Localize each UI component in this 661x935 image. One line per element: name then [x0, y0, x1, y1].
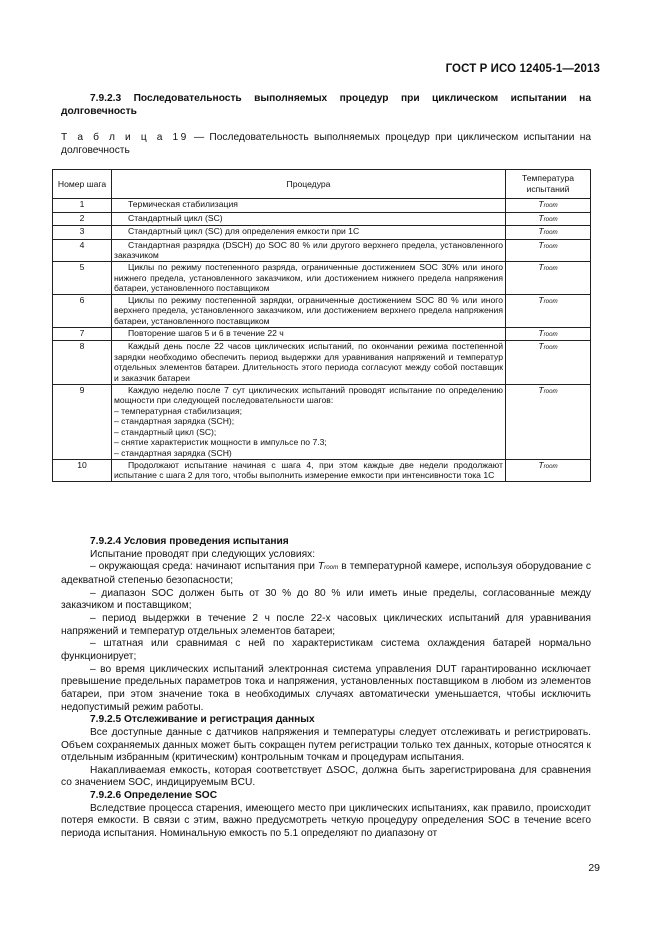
troom-main: T	[538, 199, 544, 209]
table-row	[53, 294, 591, 327]
page-number: 29	[588, 862, 600, 874]
col-header-temperature: Температура испытаний	[506, 170, 591, 199]
procedure-line: Термическая стабилизация	[128, 199, 238, 209]
procedure-line: Стандартный цикл (SC) для определения емкости при 1C	[128, 226, 360, 237]
procedure-text	[112, 212, 506, 226]
procedure-line: Продолжают испытание начиная с шага 4, при этом каждые две недели продолжают испытание с шага 2 для того, чтобы выполнить измерение емкости при интенсивности тока 1C	[114, 459, 503, 481]
troom-main: T	[538, 294, 544, 305]
test-temperature	[506, 341, 591, 384]
test-temperature	[506, 384, 591, 459]
paragraph: Все доступные данные с датчиков напряжения и температуры следует отслеживать и регистрировать. Объем сохраняемых данных может быть сокращен путем регистрации только тех данных, которые относятся к отдельным избранным (критическим) контрольным точкам и процедурам испытания.	[61, 726, 591, 764]
table-row	[53, 341, 591, 384]
paragraph: Вследствие процесса старения, имеющего место при циклических испытаниях, как правило, происходит потеря емкости. В связи с этим, важно предусмотреть четкую процедуру определения SOC в течение всего периода испытания. Номинальную емкость по 5.1 определяют по диапазону от	[61, 802, 591, 840]
troom-symbol	[318, 561, 338, 572]
troom-main: T	[538, 384, 544, 395]
troom-sub: room	[543, 242, 558, 250]
troom-main: T	[538, 226, 544, 237]
step-number: 5	[53, 261, 112, 294]
table-row	[53, 327, 591, 341]
troom-sub: room	[543, 202, 558, 209]
step-number: 4	[53, 239, 112, 261]
section-title: 7.9.2.3 Последовательность выполняемых процедур при циклическом испытании на долговечность	[61, 93, 591, 117]
troom-sub: room	[543, 330, 558, 338]
troom-sub: room	[324, 564, 339, 572]
procedure-line: – снятие характеристик мощности в импульсе по 7.3;	[114, 437, 327, 448]
procedure-line: – стандартная зарядка (SCH)	[114, 448, 232, 459]
troom-main: T	[317, 561, 325, 573]
table-row	[53, 384, 591, 459]
troom-main: T	[538, 459, 544, 470]
step-number: 3	[53, 226, 112, 240]
troom-sub: room	[543, 264, 558, 272]
test-temperature	[506, 327, 591, 341]
table-caption-prefix: Т а б л и ц а 19	[61, 132, 189, 143]
test-temperature	[506, 199, 591, 213]
table-row	[53, 199, 591, 213]
table-body	[53, 199, 591, 482]
table-row	[53, 261, 591, 294]
document-header: ГОСТ Р ИСО 12405-1—2013	[445, 63, 600, 75]
table-caption-text: — Последовательность выполняемых процедур при циклическом испытании на долговечность	[61, 132, 592, 156]
procedure-line: Каждый день после 22 часов циклических испытаний, по окончании режима постепенной зарядки необходимо обеспечить период выдержки для уравнивания напряжений и температур отдельных элементов батареи. Длительность этого периода согласуют между собой поставщик и заказчик батареи	[114, 341, 503, 383]
troom-sub: room	[543, 462, 558, 470]
col-header-step: Номер шага	[53, 170, 112, 199]
procedure-line: – температурная стабилизация;	[114, 405, 243, 416]
step-number: 10	[53, 459, 112, 481]
procedure-text	[112, 226, 506, 240]
procedure-line: Циклы по режиму постепенной зарядки, ограниченные достижением SOC 80 % или иного верхнего предела, установленного заказчиком, или достижением верхнего предела напряжения батареи, установленного поставщиком	[114, 294, 503, 326]
troom-sub: room	[543, 344, 558, 352]
paragraph: – во время циклических испытаний электронная система управления DUT гарантированно исключает превышение предельных параметров тока и напряжения, установленных поставщиком в любом из элементов батареи, при этом значение тока в необходимых случаях автоматически уменьшается, чтобы исключить недопустимый режим работы.	[61, 663, 591, 713]
table-header-row	[53, 170, 591, 199]
procedure-text	[112, 384, 506, 459]
procedure-text	[112, 341, 506, 384]
test-temperature	[506, 212, 591, 226]
paragraph: Накапливаемая емкость, которая соответствует ΔSOC, должна быть зарегистрирована для сравнения со значением SOC, индицируемым BCU.	[61, 764, 591, 789]
test-temperature	[506, 239, 591, 261]
procedure-text	[112, 261, 506, 294]
procedure-text	[112, 199, 506, 213]
procedure-line: Циклы по режиму постепенного разряда, ограниченные достижением SOC 30% или иного нижнего предела, установленного заказчиком, или достижением нижнего предела напряжения батареи, установленного поставщиком	[114, 261, 503, 294]
text-fragment: в температурной камере, используя оборудование с адекватной степенью безопасности;	[61, 561, 591, 586]
troom-sub: room	[543, 215, 558, 223]
test-temperature	[506, 294, 591, 327]
test-temperature	[506, 261, 591, 294]
table-row	[53, 459, 591, 481]
troom-sub: room	[543, 387, 558, 395]
troom-main: T	[538, 327, 544, 338]
heading-test-conditions: 7.9.2.4 Условия проведения испытания	[90, 536, 289, 547]
step-number: 2	[53, 212, 112, 226]
table-row	[53, 239, 591, 261]
troom-sub: room	[543, 297, 558, 305]
text-fragment: – окружающая среда: начинают испытания при	[90, 561, 318, 573]
step-number: 1	[53, 199, 112, 213]
step-number: 9	[53, 384, 112, 459]
paragraph: – период выдержки в течение 2 ч после 22-х часовых циклических испытаний для уравнивания напряжений и температур отдельных элементов батареи;	[61, 612, 591, 637]
table-row	[53, 226, 591, 240]
procedure-line: Стандартная разрядка (DSCH) до SOC 80 % или другого верхнего предела, установленного заказчиком	[114, 239, 503, 261]
col-header-procedure: Процедура	[112, 170, 506, 199]
troom-main: T	[538, 239, 544, 250]
troom-sub: room	[543, 229, 558, 237]
procedure-line: – стандартная зарядка (SCH);	[114, 416, 235, 427]
procedure-line: Стандартный цикл (SC)	[128, 212, 223, 223]
procedure-table	[52, 169, 591, 482]
heading-soc-determination: 7.9.2.6 Определение SOC	[90, 790, 218, 802]
paragraph-environment	[61, 561, 591, 587]
step-number: 6	[53, 294, 112, 327]
procedure-text	[112, 459, 506, 481]
procedure-text	[112, 294, 506, 327]
step-number: 8	[53, 341, 112, 384]
body-text	[61, 536, 591, 841]
procedure-text	[112, 239, 506, 261]
paragraph: – диапазон SOC должен быть от 30 % до 80 % или иметь иные пределы, согласованные между заказчиком и поставщиком;	[61, 587, 591, 612]
procedure-line: – стандартный цикл (SC);	[114, 426, 217, 437]
paragraph: Испытание проводят при следующих условиях:	[90, 548, 316, 560]
paragraph: – штатная или сравнимая с ней по характеристикам система охлаждения батарей нормально функционирует;	[61, 638, 591, 662]
troom-main: T	[538, 212, 544, 223]
procedure-line: Каждую неделю после 7 сут циклических испытаний проводят испытание по определению мощности при следующей последовательности шагов:	[114, 384, 503, 406]
heading-data-logging: 7.9.2.5 Отслеживание и регистрация данных	[90, 714, 315, 726]
test-temperature	[506, 459, 591, 481]
step-number: 7	[53, 327, 112, 341]
table-row	[53, 212, 591, 226]
troom-main: T	[538, 261, 544, 272]
table-caption	[61, 131, 591, 157]
procedure-text	[112, 327, 506, 341]
test-temperature	[506, 226, 591, 240]
procedure-line: Повторение шагов 5 и 6 в течение 22 ч	[128, 327, 284, 338]
troom-main: T	[538, 341, 544, 352]
